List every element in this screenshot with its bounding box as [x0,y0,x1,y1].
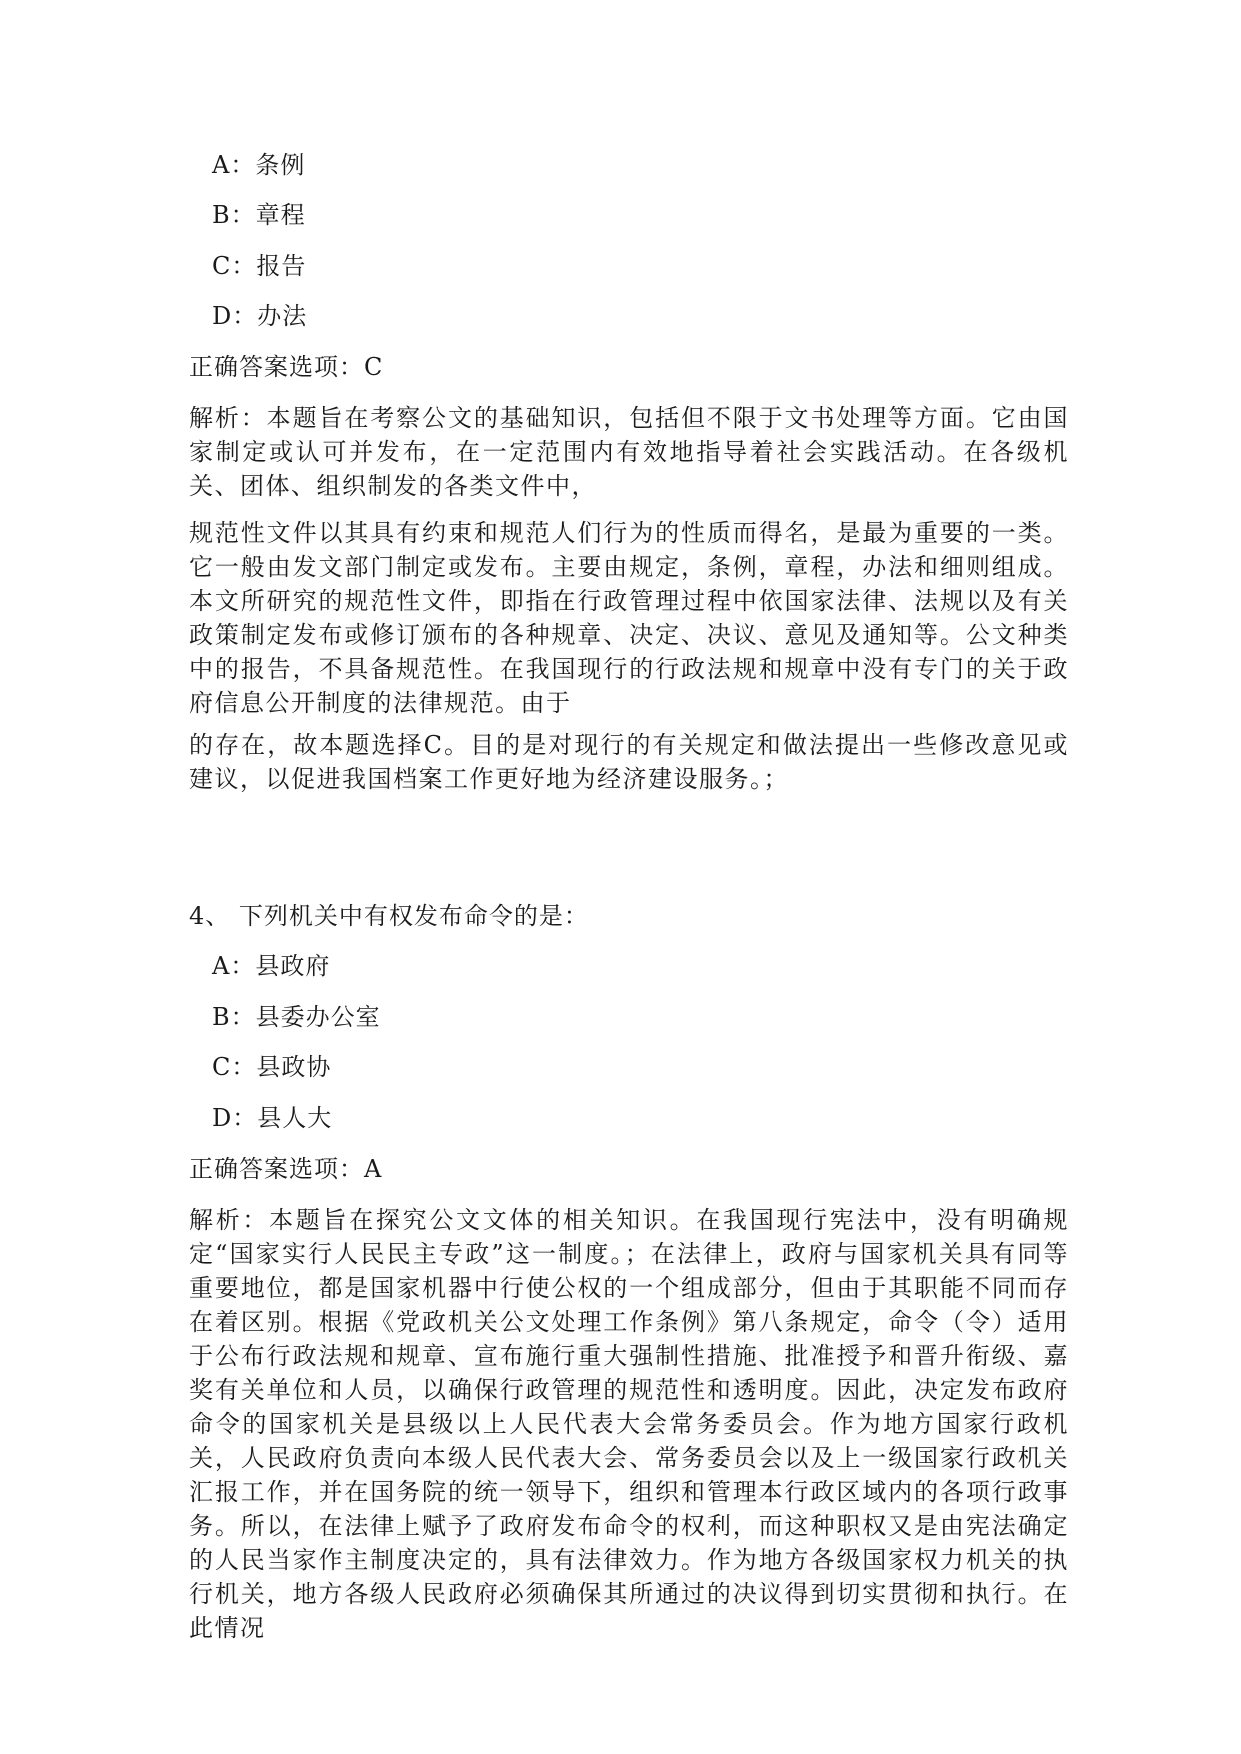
q3-option-d: D：办法 [212,302,308,330]
q4-option-b: B：县委办公室 [212,1003,381,1031]
q3-option-c: C：报告 [212,252,307,280]
q4-analysis: 解析：本题旨在探究公文文体的相关知识。在我国现行宪法中，没有明确规定“国家实行人民民主专政”这一制度。；在法律上，政府与国家机关具有同等重要地位，都是国家机器中行使公权的一个组成部分，但由于其职能不同而存在着区别。根据《党政机关公文处理工作条例》第八条规定，命令（令）适用于公布行政法规和规章、宣布施行重大强制性措施、批准授予和晋升衔级、嘉奖有关单位和人员，以确保行政管理的规范性和透明度。因此，决定发布政府命令的国家机关是县级以上人民代表大会常务委员会。作为地方国家行政机关，人民政府负责向本级人民代表大会、常务委员会以及上一级国家行政机关汇报工作，并在国务院的统一领导下，组织和管理本行政区域内的各项行政事务。所以，在法律上赋予了政府发布命令的权利，而这种职权又是由宪法确定的人民当家作主制度决定的，具有法律效力。作为地方各级国家权力机关的执行机关，地方各级人民政府必须确保其所通过的决议得到切实贯彻和执行。在此情况 [189,1206,1069,1642]
q4-question: 4、 下列机关中有权发布命令的是： [189,902,589,930]
q3-analysis-p1: 解析：本题旨在考察公文的基础知识，包括但不限于文书处理等方面。它由国家制定或认可并发布，在一定范围内有效地指导着社会实践活动。在各级机关、团体、组织制发的各类文件中， [189,404,1069,500]
q4-option-a: A：县政府 [212,952,331,980]
q3-analysis-p2: 规范性文件以其具有约束和规范人们行为的性质而得名，是最为重要的一类。它一般由发文部门制定或发布。主要由规定，条例，章程，办法和细则组成。本文所研究的规范性文件，即指在行政管理过程中依国家法律、法规以及有关政策制定发布或修订颁布的各种规章、决定、决议、意见及通知等。公文种类中的报告，不具备规范性。在我国现行的行政法规和规章中没有专门的关于政府信息公开制度的法律规范。由于 [189,519,1069,717]
q3-option-b: B：章程 [212,201,306,229]
q3-option-a: A：条例 [212,151,306,179]
q3-answer: 正确答案选项：C [189,353,384,381]
q4-option-c: C：县政协 [212,1053,332,1081]
q4-answer: 正确答案选项：A [189,1155,383,1183]
q3-analysis-p3: 的存在，故本题选择C。目的是对现行的有关规定和做法提出一些修改意见或建议，以促进我国档案工作更好地为经济建设服务。； [189,731,1069,793]
q4-option-d: D：县人大 [212,1104,333,1132]
